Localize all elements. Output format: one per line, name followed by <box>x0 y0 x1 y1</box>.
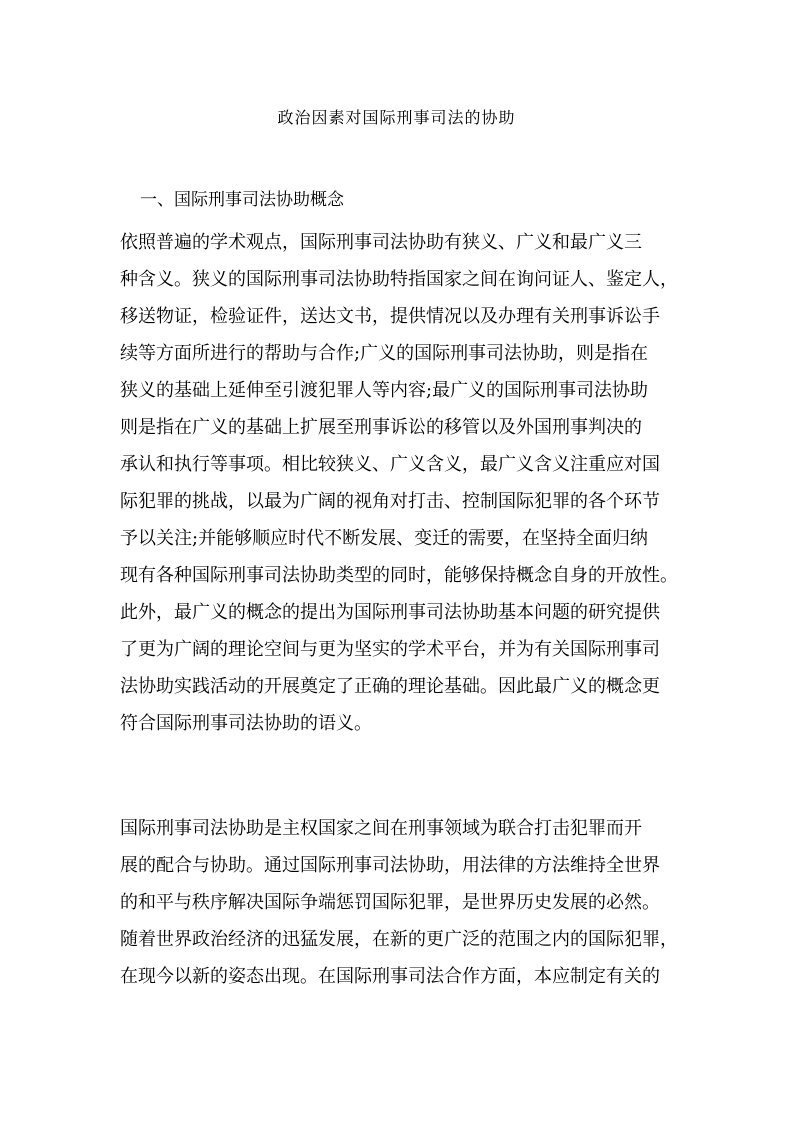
paragraph-line: 符合国际刑事司法协助的语义。 <box>120 713 372 734</box>
paragraph-line: 在现今以新的姿态出现。在国际刑事司法合作方面，本应制定有关的 <box>120 966 660 987</box>
paragraph-line: 予以关注;并能够顺应时代不断发展、变迁的需要，在坚持全面归纳 <box>120 528 649 549</box>
paragraph-line: 展的配合与协助。通过国际刑事司法协助，用法律的方法维持全世界 <box>120 855 660 876</box>
paragraph-line: 随着世界政治经济的迅猛发展，在新的更广泛的范围之内的国际犯罪， <box>120 929 678 950</box>
paragraph-line: 现有各种国际刑事司法协助类型的同时，能够保持概念自身的开放性。 <box>120 565 678 586</box>
paragraph-line: 续等方面所进行的帮助与合作;广义的国际刑事司法协助，则是指在 <box>120 343 649 364</box>
paragraph-line: 狭义的基础上延伸至引渡犯罪人等内容;最广义的国际刑事司法协助 <box>120 380 649 401</box>
paragraph-line: 此外，最广义的概念的提出为国际刑事司法协助基本问题的研究提供 <box>120 602 660 623</box>
paragraph-line: 依照普遍的学术观点，国际刑事司法协助有狭义、广义和最广义三 <box>120 232 642 253</box>
paragraph-line: 的和平与秩序解决国际争端惩罚国际犯罪，是世界历史发展的必然。 <box>120 892 660 913</box>
paragraph-line: 际犯罪的挑战，以最为广阔的视角对打击、控制国际犯罪的各个环节 <box>120 491 660 512</box>
paragraph-line: 了更为广阔的理论空间与更为坚实的学术平台，并为有关国际刑事司 <box>120 639 660 660</box>
paragraph-line: 国际刑事司法协助是主权国家之间在刑事领域为联合打击犯罪而开 <box>120 818 642 839</box>
paragraph-line: 移送物证，检验证件，送达文书，提供情况以及办理有关刑事诉讼手 <box>120 306 660 327</box>
paragraph-line: 法协助实践活动的开展奠定了正确的理论基础。因此最广义的概念更 <box>120 676 660 697</box>
paragraph-line: 种含义。狭义的国际刑事司法协助特指国家之间在询问证人、鉴定人， <box>120 269 678 290</box>
paragraph-line: 则是指在广义的基础上扩展至刑事诉讼的移管以及外国刑事判决的 <box>120 417 642 438</box>
document-title: 政治因素对国际刑事司法的协助 <box>277 108 516 127</box>
paragraph-line: 承认和执行等事项。相比较狭义、广义含义，最广义含义注重应对国 <box>120 454 660 475</box>
section-heading: 一、国际刑事司法协助概念 <box>140 190 344 210</box>
